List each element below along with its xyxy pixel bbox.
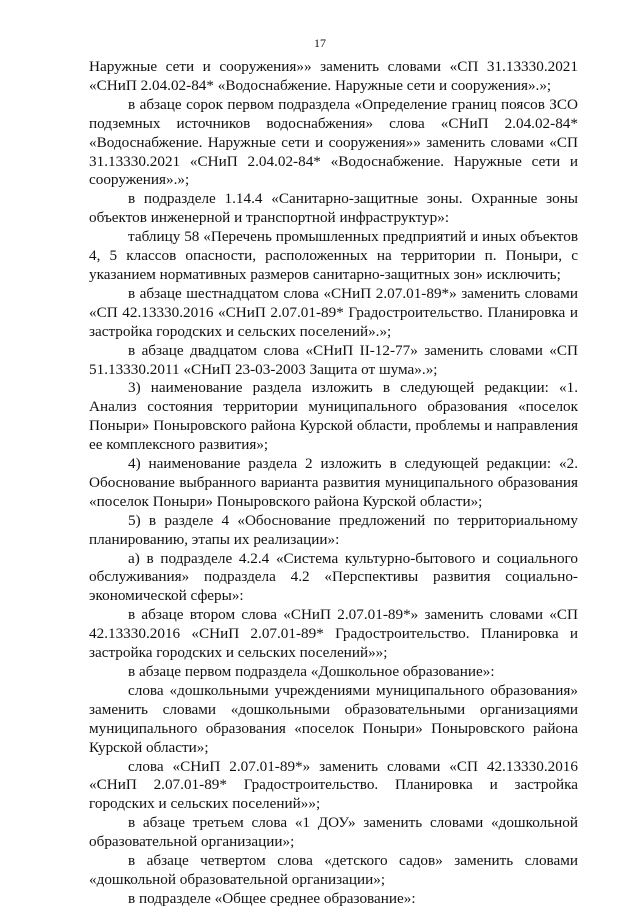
paragraph: в абзаце сорок первом подраздела «Определение границ поясов ЗСО подземных источников водоснабжения» слова «СНиП 2.04.02-84* «Водоснабжение. Наружные сети и сооружения»» заменить словами «СП 31.13330.2021 «СНиП 2.04.02-84* «Водоснабжение. Наружные сети и сооружения».»; — [89, 95, 578, 189]
paragraph: в абзаце двадцатом слова «СНиП II-12-77» заменить словами «СП 51.13330.2011 «СНиП 23-03-2003 Защита от шума».»; — [89, 341, 578, 378]
paragraph: слова «СНиП 2.07.01-89*» заменить словами «СП 42.13330.2016 «СНиП 2.07.01-89* Градостроительство. Планировка и застройка городских и сельских поселений»»; — [89, 757, 578, 813]
paragraph: слова «дошкольными учреждениями муниципального образования» заменить словами «дошкольными образовательными организациями муниципального образования «поселок Поныри» Поныровского района Курской области»; — [89, 681, 578, 756]
paragraph: в абзаце первом подраздела «Дошкольное образование»: — [128, 663, 495, 680]
paragraph: а) в подразделе 4.2.4 «Система культурно-бытового и социального обслуживания» подраздела 4.2 «Перспективы развития социально-экономической сферы»: — [89, 549, 578, 605]
paragraph: 4) наименование раздела 2 изложить в следующей редакции: «2. Обоснование выбранного варианта развития муниципального образования «поселок Поныри» Поныровского района Курской области»; — [89, 455, 578, 510]
paragraph: в абзаце четвертом слова «детского садов» заменить словами «дошкольной образовательной организации»; — [89, 852, 578, 888]
paragraph: в абзаце шестнадцатом слова «СНиП 2.07.01-89*» заменить словами «СП 42.13330.2016 «СНиП 2.07.01-89* Градостроительство. Планировка и застройка городских и сельских поселений».»; — [89, 284, 578, 340]
document-body — [89, 58, 578, 909]
paragraph: 5) в разделе 4 «Обоснование предложений по территориальному планированию, этапы их реализации»: — [89, 511, 578, 548]
paragraph: в подразделе «Общее среднее образование»: — [128, 889, 416, 907]
paragraph: таблицу 58 «Перечень промышленных предприятий и иных объектов 4, 5 классов опасности, расположенных на территории п. Поныри, с указанием нормативных размеров санитарно-защитных зон» исключить; — [89, 228, 578, 283]
paragraph: в подразделе 1.14.4 «Санитарно-защитные зоны. Охранные зоны объектов инженерной и транспортной инфраструктур»: — [89, 190, 578, 227]
page-number: 17 — [314, 36, 326, 50]
paragraph: 3) наименование раздела изложить в следующей редакции: «1. Анализ состояния территории муниципального образования «поселок Поныри» Поныровского района Курской области, проблемы и направления ее комплексного развития»; — [89, 379, 578, 454]
paragraph: в абзаце втором слова «СНиП 2.07.01-89*» заменить словами «СП 42.13330.2016 «СНиП 2.07.01-89* Градостроительство. Планировка и застройка городских и сельских поселений»»; — [89, 606, 578, 662]
paragraph: Наружные сети и сооружения»» заменить словами «СП 31.13330.2021 «СНиП 2.04.02-84* «Водоснабжение. Наружные сети и сооружения».»; — [89, 58, 578, 94]
paragraph: в абзаце третьем слова «1 ДОУ» заменить словами «дошкольной образовательной организации»; — [89, 814, 578, 851]
